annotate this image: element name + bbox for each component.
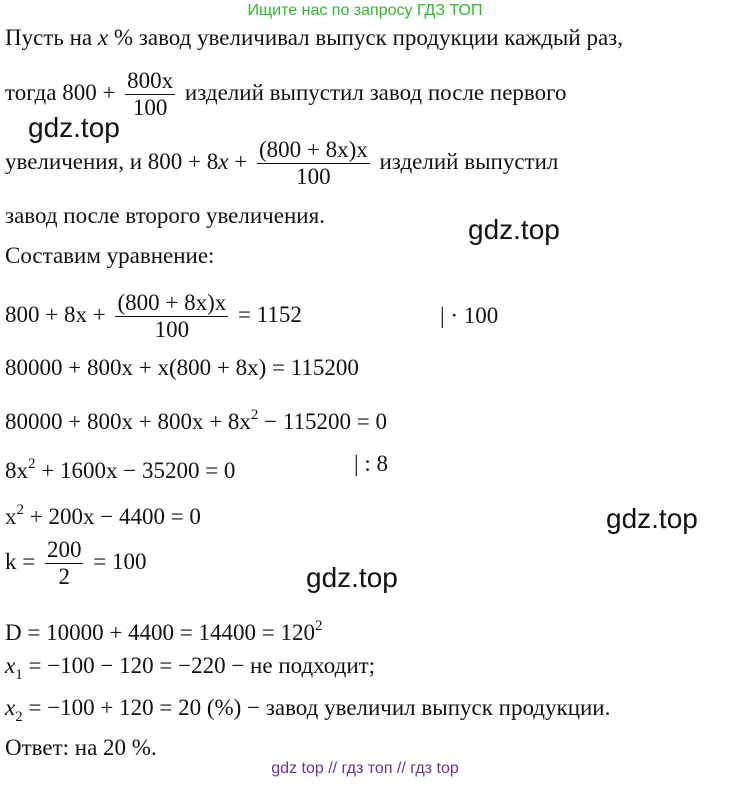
fraction-numerator: 800x (127, 68, 174, 93)
equation-part: 8x (5, 458, 28, 483)
footer-link[interactable]: gdz top // гдз топ // гдз top (271, 760, 459, 777)
equation-part: = −100 − 120 = −220 − не подходит; (22, 653, 376, 678)
equation-3 (5, 401, 387, 436)
equation-part: D = 10000 + 4400 = 14400 = 120 (5, 620, 315, 645)
equation-4-note: | : 8 (354, 451, 388, 476)
header-link[interactable]: Ищите нас по запросу ГДЗ ТОП (247, 2, 483, 19)
exponent: 2 (28, 456, 36, 472)
text-segment: % завод увеличивал выпуск продукции каждый раз, (108, 25, 623, 50)
fraction (257, 137, 370, 190)
equation-part: x (5, 504, 17, 529)
equation-part: k = (5, 548, 41, 574)
equation-7 (5, 612, 323, 647)
fraction-denominator: 100 (115, 316, 228, 343)
equation-5 (5, 496, 201, 531)
subscript: 1 (15, 667, 23, 683)
fraction-numerator: 200 (46, 537, 82, 562)
text-segment: + (228, 148, 253, 174)
variable-x: x (5, 695, 16, 720)
equation-part: + 1600x − 35200 = 0 (35, 458, 236, 483)
text-segment: Пусть на (5, 25, 98, 50)
equation-4 (5, 450, 235, 485)
text-segment: увеличения, и 800 + 8 (5, 148, 219, 174)
equation-part: 800 + 8x + (5, 301, 112, 327)
fraction-denominator: 2 (45, 563, 84, 590)
exponent: 2 (315, 618, 323, 634)
equation-part: − 115200 = 0 (258, 409, 388, 434)
fraction-numerator: (800 + 8x)x (258, 137, 368, 162)
text-line-3 (5, 137, 558, 190)
equation-2: 80000 + 800x + x(800 + 8x) = 115200 (5, 355, 359, 380)
fraction-numerator: (800 + 8x)x (117, 290, 227, 315)
answer-line: Ответ: на 20 %. (5, 735, 157, 760)
fraction-denominator: 100 (257, 163, 370, 190)
fraction (45, 537, 84, 590)
variable-x: x (218, 148, 229, 174)
equation-1 (5, 290, 302, 343)
watermark: gdz.top (606, 503, 698, 534)
text-line-1 (5, 24, 623, 52)
watermark: gdz.top (306, 562, 398, 593)
fraction-denominator: 100 (125, 94, 175, 121)
text-segment: тогда 800 + (5, 79, 122, 105)
exponent: 2 (250, 407, 259, 423)
fraction (115, 290, 228, 343)
fraction (125, 68, 175, 121)
equation-part: = 1152 (232, 301, 302, 327)
text-segment: изделий выпустил завод после первого (179, 79, 567, 105)
equation-part: = 100 (87, 548, 147, 574)
equation-part: 80000 + 800x + 800x + 8x (5, 409, 251, 434)
watermark: gdz.top (28, 112, 120, 143)
equation-8 (5, 652, 375, 689)
equation-9 (5, 694, 610, 731)
text-line-4: завод после второго увеличения. (5, 203, 325, 228)
subscript: 2 (15, 709, 23, 725)
equation-6 (5, 537, 146, 590)
equation-part: = −100 + 120 = 20 (%) − завод увеличил выпуск продукции. (22, 695, 611, 720)
exponent: 2 (16, 502, 24, 518)
equation-part: + 200x − 4400 = 0 (24, 504, 201, 529)
variable-x: x (97, 25, 109, 50)
equation-1-note: | · 100 (440, 303, 499, 328)
text-segment: изделий выпустил (373, 148, 559, 174)
variable-x: x (5, 653, 16, 678)
watermark: gdz.top (468, 214, 560, 245)
equation-intro: Составим уравнение: (5, 243, 215, 268)
